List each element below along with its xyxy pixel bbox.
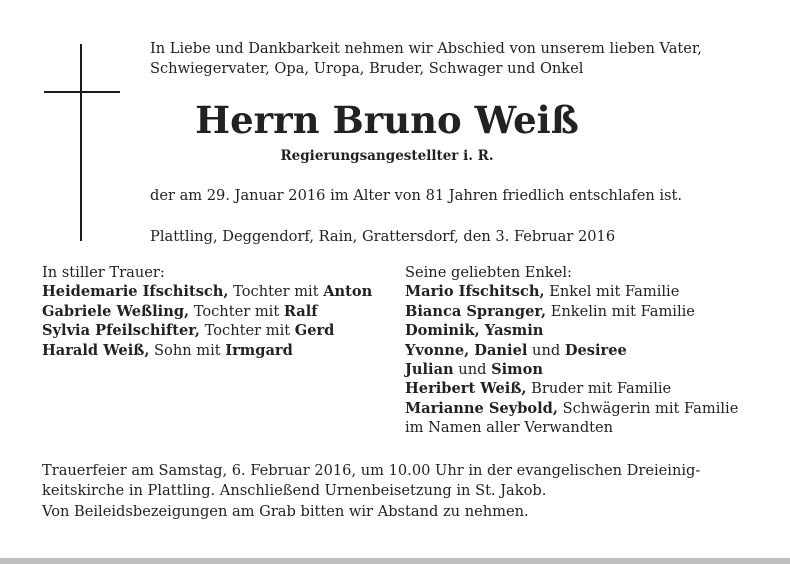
relation-text: und (453, 361, 492, 379)
person-name: Anton (323, 283, 373, 301)
person-name: Gabriele Weßling, (42, 302, 190, 320)
relation-text: Bruder mit Familie (526, 380, 672, 398)
person-name: Irmgard (225, 341, 293, 359)
grandchildren-list (405, 263, 775, 438)
person-name: Harald Weiß, (42, 341, 150, 359)
relation-text: Schwägerin mit Familie (557, 399, 739, 417)
person-name: Julian (405, 361, 454, 379)
person-name: Heribert Weiß, (405, 380, 527, 398)
relation-text: Enkelin mit Familie (546, 302, 695, 320)
funeral-line-1: Trauerfeier am Samstag, 6. Februar 2016, um 10.00 Uhr in der evangelischen Dreieinig- (42, 462, 701, 479)
relative-row (405, 341, 775, 360)
condolence-note: Von Beileidsbezeigungen am Grab bitten wir Abstand zu nehmen. (42, 503, 529, 520)
mourner-row (42, 282, 392, 301)
grandchildren-heading: Seine geliebten Enkel: (405, 264, 572, 281)
funeral-info (42, 461, 762, 500)
relative-row (405, 360, 775, 379)
intro-text (150, 39, 770, 79)
person-name: Ralf (283, 302, 318, 320)
relative-row (405, 302, 775, 321)
relation-text: Tochter mit (189, 302, 284, 320)
relative-row (405, 418, 775, 437)
relation-text: Tochter mit (200, 322, 295, 340)
cross-icon (80, 44, 82, 241)
person-name: Bianca Spranger, (405, 302, 547, 320)
bottom-rule (0, 558, 790, 564)
person-name: Sylvia Pfeilschifter, (42, 322, 201, 340)
relation-text: und (527, 341, 565, 359)
person-name: Marianne Seybold, (405, 399, 558, 417)
person-name: Desiree (564, 341, 627, 359)
mourner-row (42, 302, 392, 321)
mourners-heading: In stiller Trauer: (42, 264, 165, 281)
person-name: Gerd (294, 322, 335, 340)
mourner-row (42, 341, 392, 360)
cross-icon-bar (44, 91, 120, 93)
person-name: Simon (491, 361, 543, 379)
relation-text: Sohn mit (149, 341, 226, 359)
intro-line-2: Schwiegervater, Opa, Uropa, Bruder, Schwager und Onkel (150, 60, 584, 77)
funeral-line-2: keitskirche in Plattling. Anschließend Urnenbeisetzung in St. Jakob. (42, 481, 547, 499)
mourner-row (42, 321, 392, 340)
relative-row (405, 379, 775, 398)
death-statement: der am 29. Januar 2016 im Alter von 81 Jahren friedlich entschlafen ist. (150, 187, 683, 204)
person-name: Heidemarie Ifschitsch, (42, 283, 229, 301)
mourners-list (42, 263, 392, 360)
person-name: Mario Ifschitsch, (405, 283, 545, 301)
relation-text: Tochter mit (228, 283, 324, 301)
relative-row (405, 321, 775, 340)
relative-row (405, 399, 775, 418)
place-date: Plattling, Deggendorf, Rain, Grattersdorf, den 3. Februar 2016 (150, 228, 616, 245)
relative-row (405, 282, 775, 301)
person-name: Yvonne, Daniel (405, 341, 528, 359)
person-name: Dominik, Yasmin (405, 322, 544, 340)
relation-text: im Namen aller Verwandten (405, 419, 614, 437)
deceased-name: Herrn Bruno Weiß (195, 98, 579, 142)
relation-text: Enkel mit Familie (544, 283, 680, 301)
deceased-title: Regierungsangestellter i. R. (280, 148, 494, 164)
intro-line-1: In Liebe und Dankbarkeit nehmen wir Abschied von unserem lieben Vater, (150, 40, 702, 57)
